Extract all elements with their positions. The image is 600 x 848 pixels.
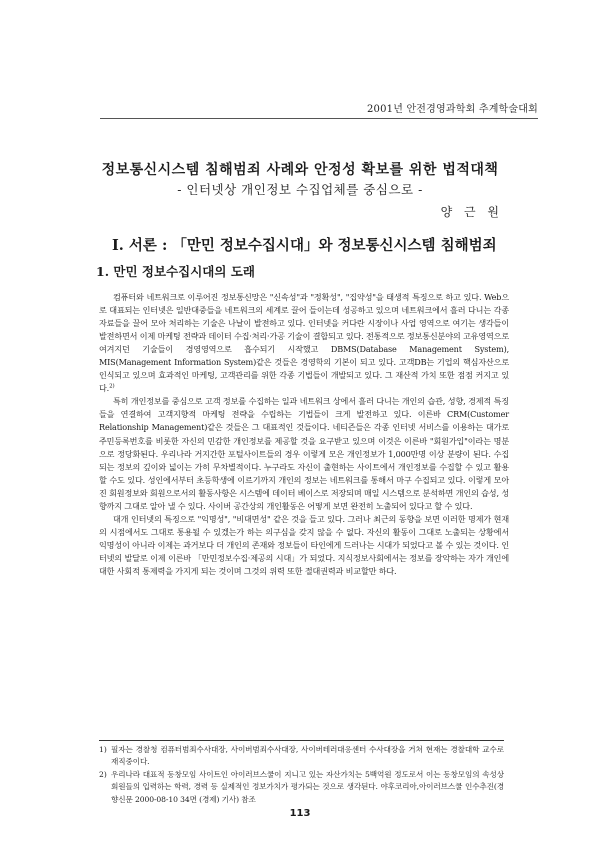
page-number: 113: [289, 808, 311, 819]
author-name: 양 근 원: [440, 205, 503, 219]
paragraph: [99, 291, 509, 395]
paragraph-text: 특히 개인정보를 중심으로 고객 정보를 수집하는 일과 네트워크 상에서 흘러 다니는 개인의 습관, 성향, 경제적 특징들을 연결하여 고객지향적 마케팅 전략을 수립하는 기법들이 크게 발전하고 있다. 이른바 CRM(Customer Relationship Management)같은 것들은 그 대표적인 것들이다. 네티즌들은 각종 인터넷 서비스를 이용하는 대가로 주민등록번호를 비롯한 자신의 민감한 개인정보를 제공할 것을 요구받고 있으며 이것은 이른바 "회원가입"이라는 명분으로 정당화된다. 우리나라 거지간한 포털사이트들의 경우 이렇게 모은 개인정보가 1,000만명 이상 분량이 된다. 수집되는 정보의 깊이와 넓이는 가히 무차별적이다. 누구라도 자신이 출현하는 사이트에서 개인정보를 수집할 수 있고 활용할 수도 있다. 성인에서부터 초등학생에 이르기까지 개인의 정보는 네트워크를 통해서 마구 수집되고 있다. 이렇게 모아진 회원정보와 회원으로서의 활동사항은 시스템에 데이터 베이스로 저장되며 매일 시스템으로 분석하면 개인의 습성, 성향까지 그대로 알아 낼 수 있다. 사이버 공간상의 개인활동은 어떻게 보면 완전히 노출되어 있다고 할 수 있다.: [99, 396, 509, 511]
footnotes: [99, 744, 504, 806]
footnote-divider: [99, 740, 504, 741]
header-divider: [100, 118, 538, 119]
footnote-ref: 2): [109, 383, 115, 390]
footnote-text: 필자는 경찰청 컴퓨터범죄수사대장, 사이버범죄수사대장, 사이버테러대응센터 수사대장을 거쳐 현재는 경찰대학 교수로 재직중이다.: [111, 745, 504, 767]
paragraph: [99, 513, 509, 578]
paper-title: 정보통신시스템 침해범죄 사례와 안정성 확보를 위한 법적대책: [101, 162, 499, 178]
footnote: [99, 769, 504, 806]
body-text: [99, 291, 509, 578]
running-header: 2001년 안전경영과학회 추계학술대회: [366, 104, 538, 115]
paragraph-text: 컴퓨터와 네트워크로 이루어진 정보통신망은 "신속성"과 "정확성", "집약성"을 태생적 특징으로 하고 있다. Web으로 대표되는 인터넷은 일반대중들을 네트워크의 세계로 끌어 들이는데 성공하고 있으며 네트워크에서 흘러 다니는 각종 자료들을 끌어 모아 처리하는 기술은 나날이 발전하고 있다. 인터넷을 커다란 시장이나 사업 영역으로 여기는 생각들이 발전하면서 이제 마케팅 전략과 데이터 수집·처리·가공 기술이 결합되고 있다. 전통적으로 정보통신분야의 고유영역으로 여겨지던 기술들이 경영영역으로 흡수되기 시작했고 DBMS(Database Management System), MIS(Management Information System)같은 것들은 경영학의 기본이 되고 있다. 고객DB는 기업의 핵심자산으로 인식되고 있으며 효과적인 마케팅, 고객관리를 위한 각종 기법들이 개발되고 있다. 그 재산적 가치 또한 점점 커지고 있다.: [99, 292, 509, 394]
footnote: [99, 744, 504, 769]
paragraph: [99, 395, 509, 512]
section-heading: I. 서론 : 「만민 정보수집시대」와 정보통신시스템 침해범죄: [112, 237, 497, 254]
footnote-number: 1): [99, 745, 107, 754]
subsection-heading: 1. 만민 정보수집시대의 도래: [96, 264, 255, 279]
paragraph-text: 대개 인터넷의 특징으로 "익명성", "비대면성" 같은 것을 들고 있다. 그러나 최근의 동향을 보면 이러한 명제가 현재의 시점에서도 그대로 통용될 수 있겠는가 하는 의구심을 갖지 않을 수 없다. 자신의 활동이 그대로 노출되는 상황에서 익명성이 아니라 이제는 과거보다 더 개인의 존재와 정보들이 타인에게 드러나는 시대가 되었다고 볼 수 있는 것이다. 인터넷의 발달로 이제 이른바 「만민정보수집·제공의 시대」가 되었다. 지식정보사회에서는 정보를 장악하는 자가 개인에 대한 사회적 통제력을 가지게 되는 것이며 그것의 위력 또한 절대권력과 비교할만 하다.: [99, 513, 509, 576]
footnote-number: 2): [99, 769, 107, 779]
footnote-text: 우리나라 대표적 동창모임 사이트인 아이러브스쿨이 지니고 있는 자산가치는 5백억원 정도로서 이는 동창모임의 속성상 회원들의 입력하는 학력, 경력 등 실제적인 정보가치가 평가되는 것으로 생각된다. 야후코리아,아이러브스쿨 인수추진(경향신문 2000-08-10 34면 (경제) 기사) 참조: [111, 769, 504, 804]
paper-subtitle: - 인터넷상 개인정보 수집업체를 중심으로 -: [177, 182, 423, 197]
